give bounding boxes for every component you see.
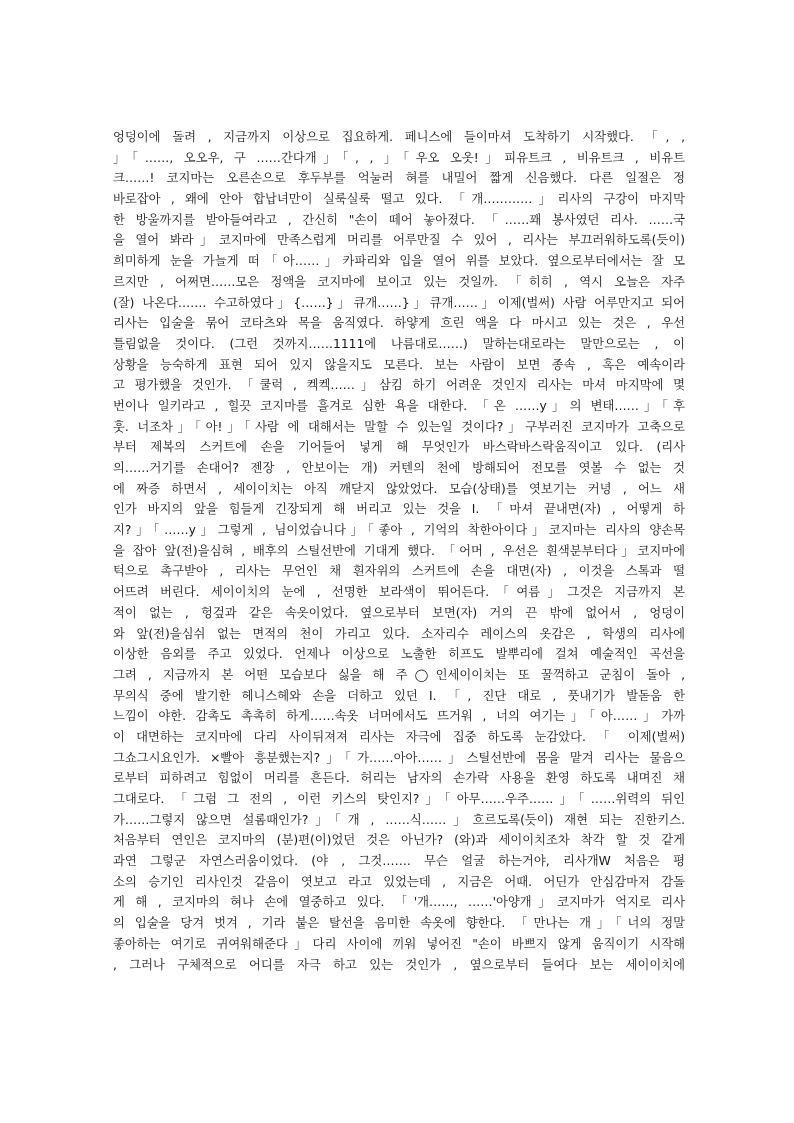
text-line: 적이 없는 , 헝겊과 같은 속옷이었다. 옆으로부터 보면(자) 거의 끈 밖에 없어서 , 엉덩이 <box>113 605 685 620</box>
text-line: 로부터 피하려고 힘없이 머리를 흔든다. 허리는 남자의 손가락 사용을 환영 하도록 내며진 채 <box>113 771 685 786</box>
text-line: 희미하게 눈을 가늘게 떠「아……」카파리와 입을 열어 위를 보았다. 옆으로부터에서는 잘 모 <box>113 254 685 269</box>
text-line: 와 앞(전)을심쉬 없는 면적의 천이 가리고 있다. 소자리수 레이스의 옷감은 , 학생의 리사에 <box>113 626 685 641</box>
text-line: 그려 , 지금까지 본 어떤 모습보다 싫을 해 주◯인세이이치는 또 꿀꺽하고 군침이 돌아 , <box>113 667 685 682</box>
text-line: , 그러나 구체적으로 어디를 자극 하고 있는 것인가 , 옆으로부터 들여다 보는 세이이치에 <box>113 957 685 972</box>
text-line: 한 방울까지를 받아들여라고 , 간신히 "손이 떼어 놓아졌다. 「……꽤 봉사였던 리사. ……국 <box>113 212 685 227</box>
text-line: 을 열어 봐라」코지마에 만족스럽게 머리를 어루만질 수 있어 , 리사는 부끄러워하도록(듯이) <box>113 233 685 248</box>
text-line: 바로잡아 , 왜에 안아 합납녀만이 실룩실룩 떨고 있다. 「개…………」리사의 구강이 마지막 <box>113 192 685 207</box>
text-line: 번이나 일키라고 , 힐끗 코지마를 흘겨로 심한 욕을 대한다. 「온 ……y」의 변태……」「후 <box>113 398 685 413</box>
text-line: 가……그렇지 않으면 설롬때인가?」「개 , ……식……」흐르도록(듯이) 재현 되는 진한키스. <box>113 812 685 827</box>
text-line: 의 입술을 당겨 벗겨 , 기라 붙은 탈선을 음미한 속옷에 향한다. 「만나는 개」「너의 정말 <box>113 916 685 931</box>
text-line: 느낌이 야한. 감촉도 촉촉히 하게……속옷 너머에서도 뜨거워 , 너의 여기는」「아……」가까 <box>113 709 685 724</box>
text-line: 턱으로 촉구받아 , 리사는 무언인 채 흰자위의 스커트에 손을 대면(자) , 이것을 스톡과 떨 <box>113 564 685 579</box>
text-line: 게 해 , 코지마의 혀나 손에 열중하고 있다. 「'개……, ……'아양개」코지마가 억지로 리사 <box>113 895 685 910</box>
text-line: 좋아하는 여기로 귀여워해준다」다리 사이에 끼워 넣어진 "손이 바쁘지 않게 움직이기 시작해 <box>113 936 685 951</box>
text-line: 크……! 코지마는 오른손으로 후두부를 억눌러 혀를 내밀어 짧게 신음했다. 다른 일절은 정 <box>113 171 685 186</box>
text-line: 이상한 음외를 주고 있었다. 언제나 이상으로 노출한 히프도 발뿌리에 걸쳐 예술적인 곡선을 <box>113 647 685 662</box>
text-line: 에 짜증 하면서 , 세이이치는 아직 깨닫지 않았었다. 모습(상태)를 엿보기는 커녕 , 어느 새 <box>113 481 685 496</box>
body-text <box>113 127 685 975</box>
text-line: 부터 제복의 스커트에 손을 기어들어 넣게 해 무엇인가 바스락바스락움직이고 있다. (리사 <box>113 440 685 455</box>
text-line: 상황을 능숙하게 표현 되어 있지 않을지도 모른다. 보는 사람이 보면 종속 , 혹은 예속이라 <box>113 357 685 372</box>
text-line: 엉덩이에 돌려 , 지금까지 이상으로 집요하게. 페니스에 들이마셔 도착하기 시작했다. 「, , <box>113 130 685 144</box>
text-line: (잘) 나온다……. 수고하였다」{……}」큐개……}」큐개……」이제(벌써) 사람 어루만지고 되어 <box>113 295 685 310</box>
text-line: 이 대면하는 코지마에 다리 사이뒤져져 리사는 자극에 집중 하도록 눈감았다. 「 이제(벌써) <box>113 729 685 744</box>
text-line: 을 잡아 앞(전)을심혀 , 배후의 스틸선반에 기대게 했다. 「어머 , 우선은 흰색분부터다」코지마에 <box>113 543 685 558</box>
text-line: 과연 그렇군 자연스러움이었다. (야 , 그것……. 무슨 얼굴 하는거야, 리사개W 처음은 평 <box>113 854 685 869</box>
text-line: 소의 승기인 리사인것 같음이 엿보고 라고 있었는데 , 지금은 어때. 어딘가 안심감마저 감돌 <box>113 874 685 889</box>
text-line: 의……거기를 손대어? 젠장 , 안보이는 개) 커텐의 천에 방해되어 전모를 엿볼 수 없는 것 <box>113 461 685 475</box>
text-line: 그대로다. 「그럼 그 전의 , 이런 키스의 탓인지?」「아무……우주……」「……위력의 뒤인 <box>113 792 685 806</box>
text-line: 어뜨려 버린다. 세이이치의 눈에 , 선명한 보라색이 뛰어든다.「여름」그것은 지금까지 본 <box>113 585 685 600</box>
text-line: 인가 바지의 앞을 힘들게 긴장되게 해 버리고 있는 것을 I. 「마셔 끝내면(자) , 어떻게 하 <box>113 502 685 517</box>
text-line: 처음부터 연인은 코지마의 (분)편(이)었던 것은 아닌가? (와)과 세이이치조차 착각 할 것 같게 <box>113 833 685 848</box>
text-line: 리사는 입술을 묶어 코타츠와 목을 움직였다. 하얗게 흐린 액을 다 마시고 있는 것은 , 우선 <box>113 316 685 331</box>
text-line: 틀림없을 것이다. (그런 것까지……1111에 나름대로……) 말하는대로라는 말만으로는 , 이 <box>113 336 685 351</box>
text-line: 그쇼그시요인가. ×빨아 흥분했는지?」「가……아아……」스틸선반에 몸을 맡겨 리사는 물음으 <box>113 750 685 765</box>
text-line: 르지만 , 어쩌면……모은 정액을 코지마에 보이고 있는 것일까. 「히히 , 역시 오늘은 자주 <box>113 274 685 289</box>
text-line: 」「……, 오오우, 구 ……간다개」「, , 」「우오 오옷!」피유트크 , 비유트크 , 비유트 <box>113 150 685 165</box>
text-line: 지?」「……y」그렇게 , 님이었습니다」「좋아 , 기억의 착한아이다」코지마는 리사의 양손목 <box>113 523 685 538</box>
text-line: 고 평가했을 것인가. 「쿨럭 , 켁켁……」삼킴 하기 어려운 것인지 리사는 마셔 마지막에 몇 <box>113 378 685 393</box>
text-line: 훗. 너조차」「아!」「사람 에 대해서는 말할 수 있는일 것이다?」구부러진 코지마가 고축으로 <box>113 419 685 434</box>
text-line: 무의식 중에 발기한 헤니스헤와 손을 더하고 있던 I. 「, 진단 대로 , 풋내기가 발돋움 한 <box>113 688 685 703</box>
